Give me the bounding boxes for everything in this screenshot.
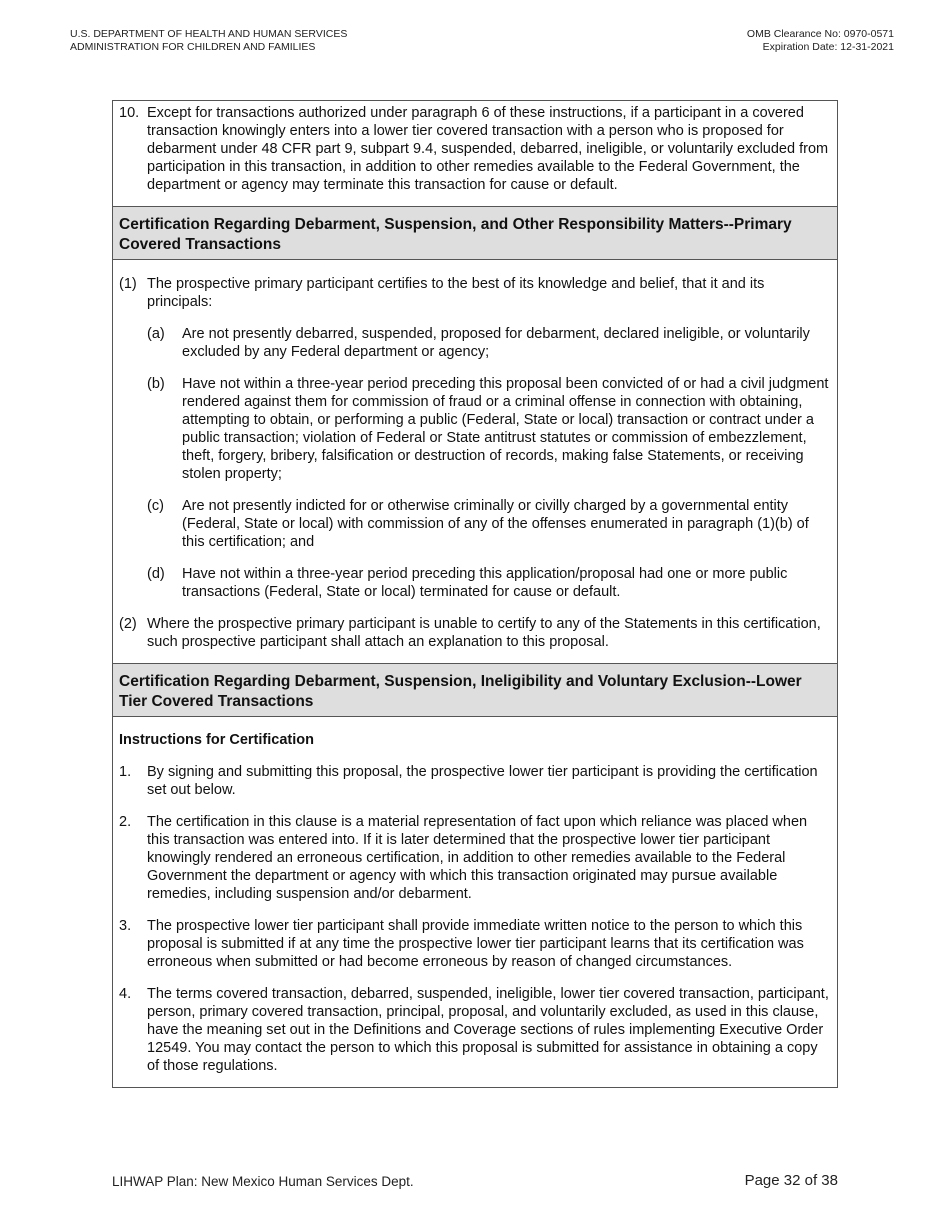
sub-item-d [147, 565, 829, 601]
item-text: Where the prospective primary participant is unable to certify to any of the Statements in this certification, such prospective participant shall attach an explanation to this proposal. [147, 616, 821, 650]
item-text: The terms covered transaction, debarred, suspended, ineligible, lower tier covered transaction, participant, person, primary covered transaction, principal, proposal, and voluntarily excluded, as used in this clause, have the meaning set out in the Definitions and Coverage sections of rules implementing Executive Order 12549. You may contact the person to which this proposal is submitted for assistance in obtaining a copy of those regulations. [147, 986, 829, 1074]
sub-item-text: Are not presently indicted for or otherwise criminally or civilly charged by a governmental entity (Federal, State or local) with commission of any of the offenses enumerated in paragraph (1)(b) of this certification; and [182, 498, 809, 550]
item-number: 1. [119, 764, 132, 780]
list-item [119, 615, 829, 651]
footer-page-number: Page 32 of 38 [744, 1172, 838, 1189]
list-item [119, 104, 829, 194]
item-number: (2) [119, 616, 137, 632]
item-number: 3. [119, 918, 132, 934]
sub-item-label: (c) [147, 498, 164, 514]
item-number: 4. [119, 986, 132, 1002]
section-heading-lower-tier: Certification Regarding Debarment, Suspension, Ineligibility and Voluntary Exclusion--Lower Tier Covered Transactions [113, 663, 837, 717]
section-paragraph-10 [113, 101, 837, 206]
sub-item-a [147, 325, 829, 361]
header-dept-line1: U.S. DEPARTMENT OF HEALTH AND HUMAN SERVICES [70, 28, 348, 40]
list-item [119, 813, 829, 903]
sub-item-label: (a) [147, 326, 165, 342]
sub-item-text: Have not within a three-year period preceding this application/proposal had one or more public transactions (Federal, State or local) terminated for cause or default. [182, 566, 788, 600]
item-text: The prospective lower tier participant shall provide immediate written notice to the person to which this proposal is submitted if at any time the prospective lower tier participant learns that its certification was erroneous when submitted or had become erroneous by reason of changed circumstances. [147, 918, 804, 970]
sub-item-label: (b) [147, 376, 165, 392]
list-item [119, 917, 829, 971]
header-omb-block [747, 28, 894, 53]
list-item [119, 275, 829, 311]
header-omb-clearance: OMB Clearance No: 0970-0571 [746, 28, 894, 40]
footer-plan-name: LIHWAP Plan: New Mexico Human Services Dept. [112, 1174, 414, 1189]
list-item [119, 763, 829, 799]
sub-item-c [147, 497, 829, 551]
sub-item-text: Are not presently debarred, suspended, proposed for debarment, declared ineligible, or voluntarily excluded by any Federal department or agency; [182, 326, 810, 360]
item-text: By signing and submitting this proposal, the prospective lower tier participant is providing the certification set out below. [147, 764, 818, 798]
header-agency [70, 28, 347, 53]
sub-item-b [147, 375, 829, 483]
header-dept-line2: ADMINISTRATION FOR CHILDREN AND FAMILIES [70, 40, 316, 53]
section-lower-tier [113, 717, 837, 1087]
header-expiration-date: Expiration Date: 12-31-2021 [762, 40, 894, 53]
sub-item-label: (d) [147, 566, 165, 582]
item-text: The certification in this clause is a material representation of fact upon which reliance was placed when this transaction was entered into. If it is later determined that the prospective lower tier participant knowingly rendered an erroneous certification, in addition to other remedies available to the Federal Government the department or agency with which this transaction originated may pursue available remedies, including suspension and/or debarment. [147, 814, 808, 902]
item-text: Except for transactions authorized under paragraph 6 of these instructions, if a participant in a covered transaction knowingly enters into a lower tier covered transaction with a person who is proposed for debarment under 48 CFR part 9, subpart 9.4, suspended, debarred, ineligible, or voluntarily excluded from participation in this transaction, in addition to other remedies available to the Federal Government, the department or agency may terminate this transaction for cause or default. [147, 105, 829, 193]
item-text: The prospective primary participant certifies to the best of its knowledge and belief, that it and its principals: [147, 276, 765, 310]
item-number: (1) [119, 276, 137, 292]
section-heading-primary: Certification Regarding Debarment, Suspension, and Other Responsibility Matters--Primary Covered Transactions [113, 206, 837, 260]
list-item [119, 985, 829, 1075]
instructions-subheading: Instructions for Certification [119, 732, 314, 748]
sub-item-text: Have not within a three-year period preceding this proposal been convicted of or had a civil judgment rendered against them for commission of fraud or a criminal offense in connection with obtaining, attempting to obtain, or performing a public (Federal, State or local) transaction or contract under a public transaction; violation of Federal or State antitrust statutes or commission of embezzlement, theft, forgery, bribery, falsification or destruction of records, making false Statements, or receiving stolen property; [182, 376, 829, 482]
section-primary-covered [113, 260, 837, 663]
document-content-box [112, 100, 838, 1088]
item-number: 2. [119, 814, 132, 830]
item-number: 10. [119, 105, 140, 121]
